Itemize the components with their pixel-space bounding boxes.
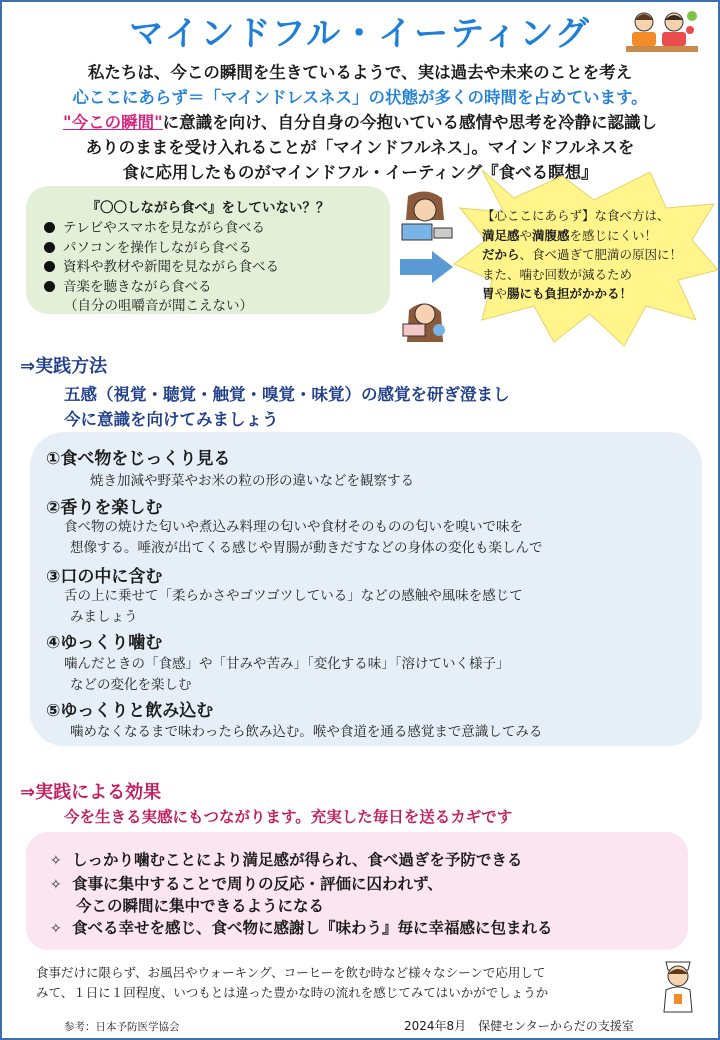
step-4-title: ④ゆっくり噛む [46,633,163,653]
nurse-illustration [652,954,704,1014]
step-5-desc: 噛めなくなるまで味わったら飲み込む。喉や食道を通る感覚まで意識してみる [70,724,543,740]
step-3-desc-2: みましょう [70,609,138,625]
step-1-desc: 焼き加減や野菜やお米の粒の形の違いなどを観察する [90,473,414,489]
sparkle-icon: ✧ [50,921,62,937]
intro-text [14,60,706,185]
effect-subtitle: 今を生きる実感にもつながります。充実した毎日を送るカギです [64,808,513,826]
reference: 参考：日本予防医学協会 [64,1021,180,1033]
practice-subtitle: 五感（視覚・聴覚・触覚・嗅覚・味覚）の感覚を研ぎ澄まし 今に意識を向けてみましょう [64,385,510,429]
step-2-title: ②香りを楽しむ [46,498,163,518]
person-at-computer-icon [398,190,456,242]
step-3-desc-1: 舌の上に乗せて「柔らかさやゴツゴツしている」などの感触や風味を感じて [64,588,523,604]
practice-title: ⇒実践方法 [20,356,108,377]
step-4-desc-1: 噛んだときの「食感」や「甘みや苦み」「変化する味」「溶けていく様子」 [64,656,510,672]
intro-line-4: ありのままを受け入れることが「マインドフルネス」。マインドフルネスを [85,138,635,157]
burst-text: 【心ここにあらず】な食べ方は、 満足感や満腹感を感じにくい！ だから、食べ過ぎて肥満の原因に！ また、噛む回数が減るため 胃や腸にも負担がかかる！ [482,208,683,301]
list-item: 資料や教材や新聞を見ながら食べる [44,258,390,278]
step-2-desc-2: 想像する。唾液が出てくる感じや胃腸が動きだすなどの身体の変化も楽しんで [70,540,543,556]
effect-item-1: ✧ しっかり噛むことにより満足感が得られ、食べ過ぎを予防できる [50,851,523,869]
intro-line-1: 私たちは、今この瞬間を生きているようで、実は過去や未来のことを考え [87,63,633,82]
checklist-box [26,186,390,314]
arrow-right-icon [398,250,454,284]
intro-line-3 [14,110,706,135]
effect-item-3: ✧ 食べる幸せを感じ、食べ物に感謝し『味わう』毎に幸福感に包まれる [50,919,553,937]
sparkle-icon: ✧ [50,877,62,893]
person-eating-icon [395,290,453,348]
intro-line-5: 食に応用したものがマインドフル・イーティング『食べる瞑想』 [122,163,598,182]
credit: 2024年8月 保健センターからだの支援室 [404,1019,634,1033]
effect-item-2: ✧ 食事に集中することで周りの反応・評価に囚われず、 [50,875,443,893]
sparkle-icon: ✧ [50,853,62,869]
bullet-icon [44,261,55,272]
effect-item-2-cont: 今この瞬間に集中できるようになる [76,897,325,915]
step-4-desc-2: などの変化を楽しむ [70,677,192,693]
checklist-list [44,219,390,297]
bullet-icon [44,281,55,292]
children-eating-illustration [624,8,702,56]
step-2-desc-1: 食べ物の焼けた匂いや煮込み料理の匂いや食材そのものの匂いを嗅いで味を [64,519,523,535]
checklist-heading: 『〇〇しながら食べ』をしていない？？ [86,200,330,216]
bullet-icon [44,242,55,253]
checklist-note: （自分の咀嚼音が聞こえない） [64,298,253,314]
effect-title: ⇒実践による効果 [20,782,162,803]
intro-highlight: "今この瞬間" [62,113,163,132]
step-1-title: ①食べ物をじっくり見る [46,449,231,469]
step-3-title: ③口の中に含む [46,567,163,587]
list-item: パソコンを操作しながら食べる [44,239,390,259]
footer-message: 食事だけに限らず、お風呂やウォーキング、コーヒーを飲む時など様々なシーンで応用して みて、１日に１回程度、いつもとは違った豊かな時の流れを感じてみてはいかがでしょうか [36,965,549,1000]
step-5-title: ⑤ゆっくりと飲み込む [46,701,214,721]
bullet-icon [44,222,55,233]
intro-line-3-rest: に意識を向け、自分自身の今抱いている感情や思考を冷静に認識し [162,113,658,132]
list-item: テレビやスマホを見ながら食べる [44,219,390,239]
intro-line-2: 心ここにあらず＝「マインドレスネス」の状態が多くの時間を占めています。 [72,88,648,107]
list-item: 音楽を聴きながら食べる [44,278,390,298]
page-title: マインドフル・イーティング [129,14,591,54]
